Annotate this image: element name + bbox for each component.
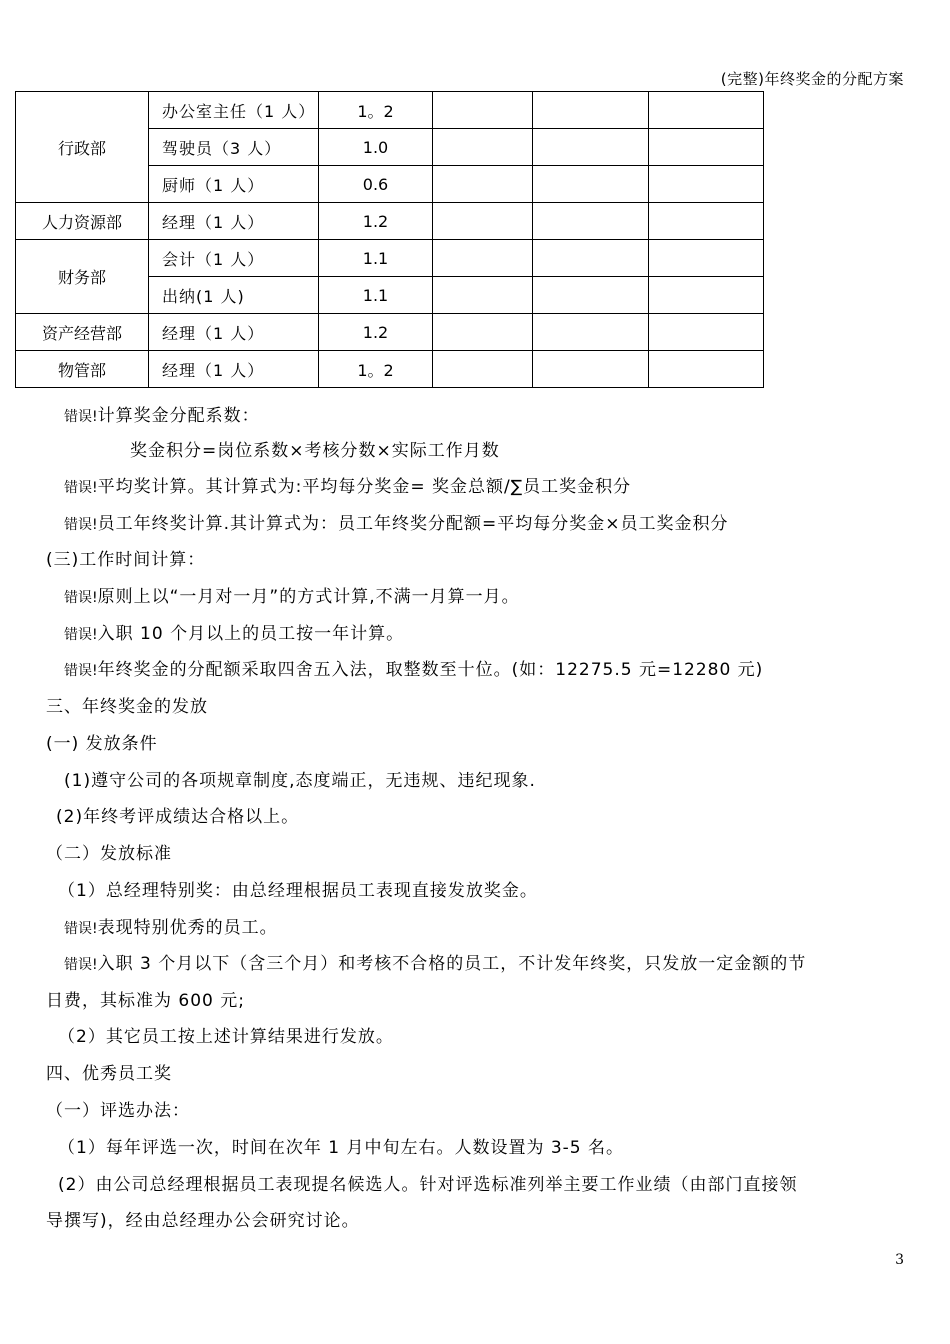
error-mark: 错误! (64, 957, 98, 973)
body-line: 错误!计算奖金分配系数： (64, 406, 260, 426)
dept-cell: 人力资源部 (16, 203, 149, 240)
body-line: 错误!原则上以“一月对一月”的方式计算,不满一月算一月。 (64, 587, 520, 607)
position-cell: 经理（1 人） (149, 314, 319, 351)
empty-cell (533, 129, 649, 166)
error-mark: 错误! (64, 627, 98, 643)
empty-cell (649, 203, 764, 240)
body-line: 奖金积分=岗位系数×考核分数×实际工作月数 (130, 441, 500, 461)
empty-cell (433, 351, 533, 388)
empty-cell (433, 166, 533, 203)
table-row (16, 203, 764, 240)
empty-cell (649, 129, 764, 166)
coef-cell: 1.0 (319, 129, 433, 166)
body-line: (1)遵守公司的各项规章制度,态度端正，无违规、违纪现象. (64, 771, 536, 791)
empty-cell (433, 203, 533, 240)
empty-cell (533, 277, 649, 314)
body-line: （一）评选办法： (46, 1101, 190, 1121)
empty-cell (433, 314, 533, 351)
dept-cell: 物管部 (16, 351, 149, 388)
position-cell: 出纳(1 人) (149, 277, 319, 314)
body-line: （二）发放标准 (46, 844, 172, 864)
position-cell: 驾驶员（3 人） (149, 129, 319, 166)
position-cell: 经理（1 人） (149, 351, 319, 388)
empty-cell (533, 351, 649, 388)
empty-cell (533, 92, 649, 129)
empty-cell (433, 240, 533, 277)
body-line: 三、年终奖金的发放 (46, 697, 208, 717)
error-mark: 错误! (64, 921, 98, 937)
position-cell: 厨师（1 人） (149, 166, 319, 203)
table-row (16, 240, 764, 277)
error-mark: 错误! (64, 590, 98, 606)
body-line: (2)年终考评成绩达合格以上。 (56, 807, 300, 827)
coef-cell: 1.1 (319, 240, 433, 277)
table-row (16, 314, 764, 351)
empty-cell (433, 92, 533, 129)
error-mark: 错误! (64, 663, 98, 679)
empty-cell (649, 92, 764, 129)
document-header: (完整)年终奖金的分配方案 (720, 70, 904, 88)
empty-cell (533, 240, 649, 277)
coefficient-table (15, 91, 764, 388)
body-line: 错误!入职 3 个月以下（含三个月）和考核不合格的员工，不计发年终奖，只发放一定金额的节 (64, 954, 807, 974)
body-line: (一) 发放条件 (46, 734, 158, 754)
empty-cell (433, 277, 533, 314)
body-line: （1）每年评选一次，时间在次年 1 月中旬左右。人数设置为 3-5 名。 (58, 1138, 625, 1158)
empty-cell (433, 129, 533, 166)
error-mark: 错误! (64, 517, 98, 533)
error-mark: 错误! (64, 480, 98, 496)
body-line: （2）其它员工按上述计算结果进行发放。 (58, 1027, 394, 1047)
empty-cell (649, 277, 764, 314)
empty-cell (649, 351, 764, 388)
empty-cell (649, 240, 764, 277)
body-line: 导撰写)，经由总经理办公会研究讨论。 (46, 1211, 360, 1231)
body-line: 错误!入职 10 个月以上的员工按一年计算。 (64, 624, 405, 644)
body-line: (2）由公司总经理根据员工表现提名候选人。针对评选标准列举主要工作业绩（由部门直接领 (58, 1175, 798, 1195)
coef-cell: 1.2 (319, 314, 433, 351)
coef-cell: 1.2 (319, 203, 433, 240)
body-line: 四、优秀员工奖 (46, 1064, 172, 1084)
dept-cell: 财务部 (16, 240, 149, 314)
position-cell: 经理（1 人） (149, 203, 319, 240)
coef-cell: 0.6 (319, 166, 433, 203)
empty-cell (533, 203, 649, 240)
body-line: 错误!平均奖计算。其计算式为:平均每分奖金= 奖金总额/∑员工奖金积分 (64, 477, 632, 497)
body-line: 日费，其标准为 600 元; (46, 991, 245, 1011)
dept-cell: 行政部 (16, 92, 149, 203)
page-number: 3 (895, 1252, 904, 1268)
body-line: 错误!员工年终奖计算.其计算式为：员工年终奖分配额=平均每分奖金×员工奖金积分 (64, 514, 729, 534)
table-row (16, 351, 764, 388)
coef-cell: 1。2 (319, 351, 433, 388)
empty-cell (649, 166, 764, 203)
body-line: 错误!年终奖金的分配额采取四舍五入法，取整数至十位。(如：12275.5 元=12280 元) (64, 660, 764, 680)
empty-cell (533, 314, 649, 351)
dept-cell: 资产经营部 (16, 314, 149, 351)
coef-cell: 1。2 (319, 92, 433, 129)
position-cell: 办公室主任（1 人） (149, 92, 319, 129)
error-mark: 错误! (64, 409, 98, 425)
body-line: 错误!表现特别优秀的员工。 (64, 918, 278, 938)
empty-cell (533, 166, 649, 203)
table-row (16, 92, 764, 129)
body-line: （1）总经理特别奖：由总经理根据员工表现直接发放奖金。 (58, 881, 538, 901)
coef-cell: 1.1 (319, 277, 433, 314)
body-line: (三)工作时间计算： (46, 550, 206, 570)
position-cell: 会计（1 人） (149, 240, 319, 277)
empty-cell (649, 314, 764, 351)
